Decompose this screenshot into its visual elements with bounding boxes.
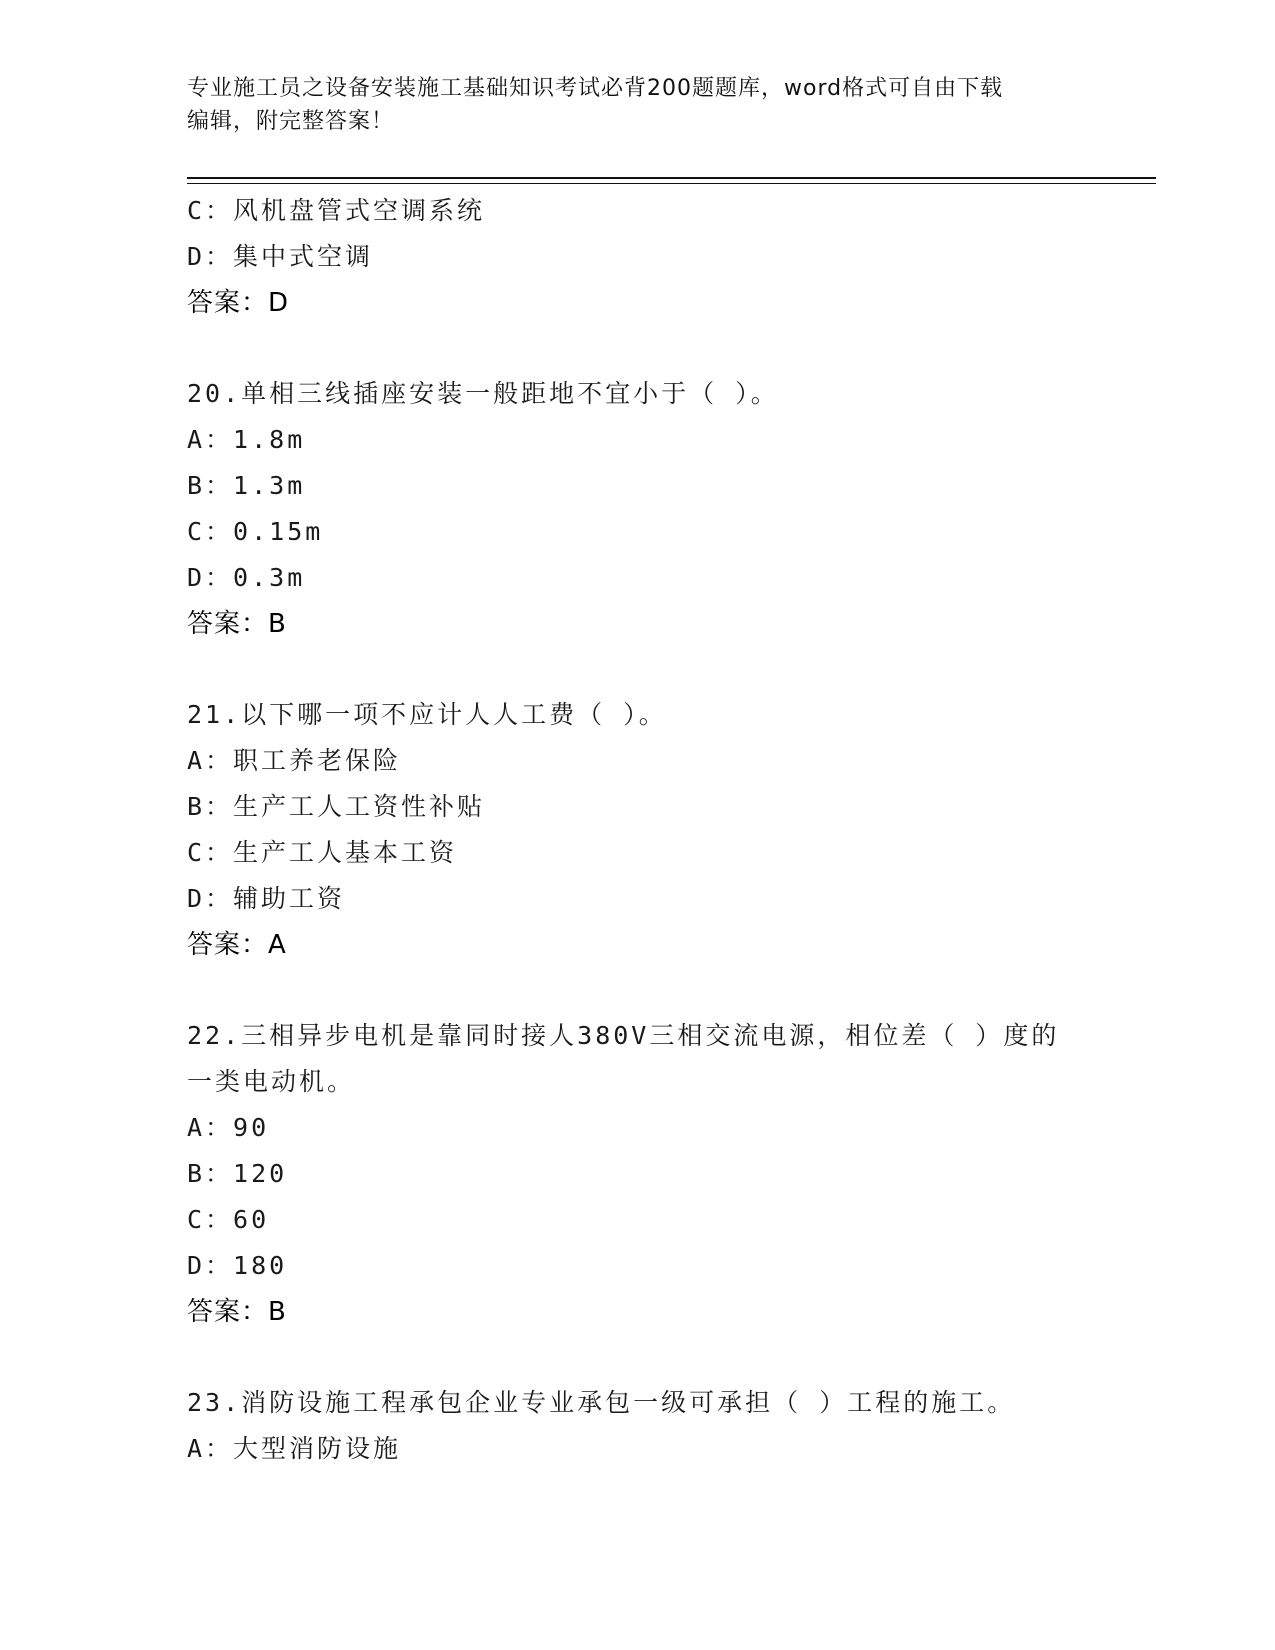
spacer <box>187 1335 1087 1380</box>
option-a: A：大型消防设施 <box>187 1434 402 1463</box>
question-list <box>187 188 1087 1472</box>
question-text: 23.消防设施工程承包企业专业承包一级可承担（ ）工程的施工。 <box>187 1388 1016 1417</box>
spacer <box>187 326 1087 371</box>
question-23 <box>187 1380 1087 1472</box>
option-c: C：60 <box>187 1205 270 1234</box>
answer: 答案：D <box>187 288 290 318</box>
option-d: D：集中式空调 <box>187 242 374 271</box>
option-c: C：生产工人基本工资 <box>187 838 458 867</box>
option-d: D：0.3m <box>187 563 306 592</box>
header-title-line-2: 编辑，附完整答案！ <box>187 109 395 134</box>
spacer <box>187 968 1087 1013</box>
question-21 <box>187 692 1087 968</box>
answer: 答案：A <box>187 930 287 960</box>
header-title-line-1: 专业施工员之设备安装施工基础知识考试必背200题题库，word格式可自由下载 <box>187 76 1004 101</box>
question-22 <box>187 1013 1087 1335</box>
header-rule-thick <box>187 177 1156 179</box>
question-text-line-2: 一类电动机。 <box>187 1067 356 1096</box>
question-text-line-1: 22.三相异步电机是靠同时接人380V三相交流电源，相位差（ ）度的 <box>187 1021 1060 1050</box>
document-header <box>187 72 1087 138</box>
option-c: C：0.15m <box>187 517 324 546</box>
option-d: D：辅助工资 <box>187 884 346 913</box>
option-b: B：生产工人工资性补贴 <box>187 792 486 821</box>
option-d: D：180 <box>187 1251 288 1280</box>
question-text: 21.以下哪一项不应计人人工费（ ）。 <box>187 700 667 729</box>
answer: 答案：B <box>187 609 287 639</box>
option-b: B：1.3m <box>187 471 306 500</box>
question-19 <box>187 188 1087 326</box>
option-a: A：1.8m <box>187 425 306 454</box>
answer: 答案：B <box>187 1297 287 1327</box>
option-a: A：90 <box>187 1113 270 1142</box>
spacer <box>187 647 1087 692</box>
question-20 <box>187 371 1087 647</box>
header-rule-thin <box>187 183 1156 184</box>
question-text: 20.单相三线插座安装一般距地不宜小于（ ）。 <box>187 379 779 408</box>
option-c: C：风机盘管式空调系统 <box>187 196 486 225</box>
option-b: B：120 <box>187 1159 288 1188</box>
option-a: A：职工养老保险 <box>187 746 402 775</box>
